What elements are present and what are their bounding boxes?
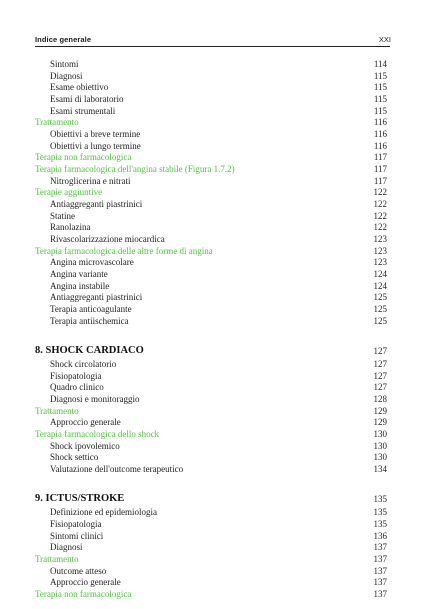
table-of-contents	[35, 59, 387, 601]
toc-entry-page: 137	[373, 542, 387, 553]
toc-entry-page: 123	[373, 257, 387, 268]
toc-entry-label: Terapie aggiuntive	[35, 187, 103, 198]
toc-entry[interactable]	[35, 222, 387, 234]
toc-entry-label: Obiettivi a breve termine	[50, 129, 141, 140]
toc-section-entry[interactable]	[35, 246, 387, 258]
toc-entry-label: Obiettivi a lungo termine	[50, 140, 141, 151]
toc-entry-page: 123	[373, 245, 387, 256]
toc-entry[interactable]	[35, 71, 387, 83]
toc-entry-page: 115	[373, 70, 387, 81]
toc-section-entry[interactable]	[35, 406, 387, 418]
toc-entry-page: 130	[373, 428, 387, 439]
toc-entry[interactable]	[35, 359, 387, 371]
toc-entry-page: 122	[373, 222, 387, 233]
toc-entry[interactable]	[35, 281, 387, 293]
toc-section-entry[interactable]	[35, 117, 387, 129]
toc-entry[interactable]	[35, 82, 387, 94]
toc-entry[interactable]	[35, 464, 387, 476]
toc-entry-page: 125	[373, 304, 387, 315]
toc-entry[interactable]	[35, 382, 387, 394]
toc-entry-label: Esami di laboratorio	[50, 94, 124, 105]
toc-entry-label: Terapia non farmacologica	[35, 152, 132, 163]
toc-entry-page: 125	[373, 315, 387, 326]
toc-entry-page: 137	[373, 553, 387, 564]
running-header-page-number: XXI	[378, 35, 391, 44]
toc-entry-label: Terapia antiischemica	[50, 315, 129, 326]
toc-entry-label: Fisiopatologia	[50, 518, 102, 529]
toc-entry-page: 130	[373, 452, 387, 463]
toc-entry-label: Valutazione dell'outcome terapeutico	[50, 464, 184, 474]
toc-spacer	[35, 327, 387, 343]
toc-chapter-entry[interactable]	[35, 491, 387, 507]
toc-entry[interactable]	[35, 94, 387, 106]
toc-entry-label: Nitroglicerina e nitrati	[50, 175, 131, 186]
toc-entry[interactable]	[35, 394, 387, 406]
toc-entry[interactable]	[35, 417, 387, 429]
toc-entry-label: Trattamento	[35, 405, 79, 416]
toc-entry[interactable]	[35, 211, 387, 223]
toc-entry-page: 137	[373, 588, 387, 599]
toc-entry-page: 115	[373, 94, 387, 105]
toc-entry-label: Esame obiettivo	[50, 82, 109, 93]
toc-entry-page: 130	[373, 440, 387, 451]
toc-section-entry[interactable]	[35, 164, 387, 176]
toc-entry-page: 116	[373, 129, 387, 140]
toc-entry-label: Shock settico	[50, 452, 99, 463]
toc-entry[interactable]	[35, 531, 387, 543]
toc-entry-label: Trattamento	[35, 553, 79, 564]
toc-entry[interactable]	[35, 452, 387, 464]
toc-entry-page: 127	[373, 370, 387, 381]
toc-entry-page: 128	[373, 393, 387, 404]
toc-entry-label: Approccio generale	[50, 577, 121, 588]
toc-entry-page: 117	[373, 164, 387, 175]
toc-entry-page: 124	[373, 269, 387, 280]
toc-entry-label: Statine	[50, 210, 75, 221]
toc-entry-page: 123	[373, 234, 387, 245]
toc-entry-page: 127	[373, 345, 387, 356]
toc-entry-page: 122	[373, 187, 387, 198]
toc-entry-page: 114	[373, 59, 387, 69]
toc-entry-label: Approccio generale	[50, 417, 121, 428]
toc-entry-page: 125	[373, 292, 387, 303]
toc-entry[interactable]	[35, 371, 387, 383]
toc-entry-label: 9. ICTUS/STROKE	[35, 493, 125, 505]
toc-section-entry[interactable]	[35, 152, 387, 164]
toc-section-entry[interactable]	[35, 429, 387, 441]
toc-section-entry[interactable]	[35, 187, 387, 199]
toc-entry-page: 124	[373, 280, 387, 291]
toc-entry-label: Terapia farmacologica delle altre forme di angina	[35, 245, 213, 256]
toc-section-entry[interactable]	[35, 554, 387, 566]
toc-entry-page: 137	[373, 577, 387, 588]
toc-entry[interactable]	[35, 566, 387, 578]
toc-entry-label: Shock ipovolemico	[50, 440, 120, 451]
toc-entry-label: Rivascolarizzazione miocardica	[50, 234, 165, 245]
toc-entry[interactable]	[35, 519, 387, 531]
toc-entry[interactable]	[35, 257, 387, 269]
toc-entry-label: Diagnosi	[50, 542, 83, 553]
toc-entry-label: 8. SHOCK CARDIACO	[35, 344, 144, 356]
toc-entry-label: Quadro clinico	[50, 382, 104, 393]
toc-entry-label: Esami strumentali	[50, 105, 116, 116]
toc-entry[interactable]	[35, 269, 387, 281]
toc-entry-page: 136	[373, 530, 387, 541]
toc-entry-page: 116	[373, 140, 387, 151]
running-header-title: Indice generale	[35, 35, 92, 44]
toc-entry[interactable]	[35, 316, 387, 328]
toc-entry[interactable]	[35, 234, 387, 246]
toc-entry[interactable]	[35, 304, 387, 316]
toc-entry-label: Diagnosi e monitoraggio	[50, 393, 140, 404]
toc-entry-page: 122	[373, 210, 387, 221]
toc-entry-page: 117	[373, 152, 387, 163]
toc-entry-label: Angina instabile	[50, 280, 110, 291]
toc-entry-page: 115	[373, 82, 387, 93]
toc-entry-label: Antiaggreganti piastrinici	[50, 199, 143, 210]
toc-entry-page: 117	[373, 175, 387, 186]
toc-entry-label: Fisiopatologia	[50, 370, 102, 381]
toc-entry-page: 115	[373, 105, 387, 116]
toc-entry-label: Ranolazina	[50, 222, 91, 233]
toc-entry-label: Trattamento	[35, 117, 79, 128]
toc-entry[interactable]	[35, 441, 387, 453]
toc-entry[interactable]	[35, 141, 387, 153]
toc-entry[interactable]	[35, 106, 387, 118]
toc-entry-label: Terapia non farmacologica	[35, 588, 132, 599]
toc-entry[interactable]	[35, 577, 387, 589]
toc-entry-page: 127	[373, 382, 387, 393]
toc-entry-page: 135	[373, 507, 387, 518]
toc-entry[interactable]	[35, 542, 387, 554]
toc-entry[interactable]	[35, 59, 387, 71]
header-divider	[35, 46, 390, 47]
toc-entry-label: Sintomi clinici	[50, 530, 104, 541]
toc-chapter-entry[interactable]	[35, 343, 387, 359]
toc-entry-page: 137	[373, 565, 387, 576]
toc-entry-label: Terapia farmacologica dell'angina stabile (Figura 1.7.2)	[35, 164, 235, 175]
toc-entry[interactable]	[35, 199, 387, 211]
toc-entry-label: Antiaggreganti piastrinici	[50, 292, 143, 303]
toc-entry-page: 129	[373, 417, 387, 428]
toc-entry-page: 129	[373, 405, 387, 416]
toc-entry-page: 135	[373, 494, 387, 505]
toc-entry[interactable]	[35, 129, 387, 141]
toc-entry-label: Outcome atteso	[50, 565, 107, 576]
toc-entry-label: Terapia anticoagulante	[50, 304, 132, 315]
toc-entry-page: 135	[373, 518, 387, 529]
toc-entry-label: Shock circolatorio	[50, 358, 117, 369]
toc-entry-label: Sintomi	[50, 59, 79, 69]
toc-entry-page: 122	[373, 199, 387, 210]
toc-entry-label: Angina variante	[50, 269, 108, 280]
toc-spacer	[35, 476, 387, 492]
toc-entry-label: Diagnosi	[50, 70, 83, 81]
toc-entry-page: 127	[373, 358, 387, 369]
toc-entry[interactable]	[35, 507, 387, 519]
toc-entry-page: 116	[373, 117, 387, 128]
toc-entry-label: Terapia farmacologica dello shock	[35, 428, 160, 439]
toc-entry-label: Angina microvascolare	[50, 257, 134, 268]
toc-entry-label: Definizione ed epidemiologia	[50, 507, 157, 518]
toc-entry[interactable]	[35, 292, 387, 304]
toc-section-entry[interactable]	[35, 589, 387, 601]
toc-entry-page: 134	[373, 464, 387, 474]
toc-entry[interactable]	[35, 176, 387, 188]
